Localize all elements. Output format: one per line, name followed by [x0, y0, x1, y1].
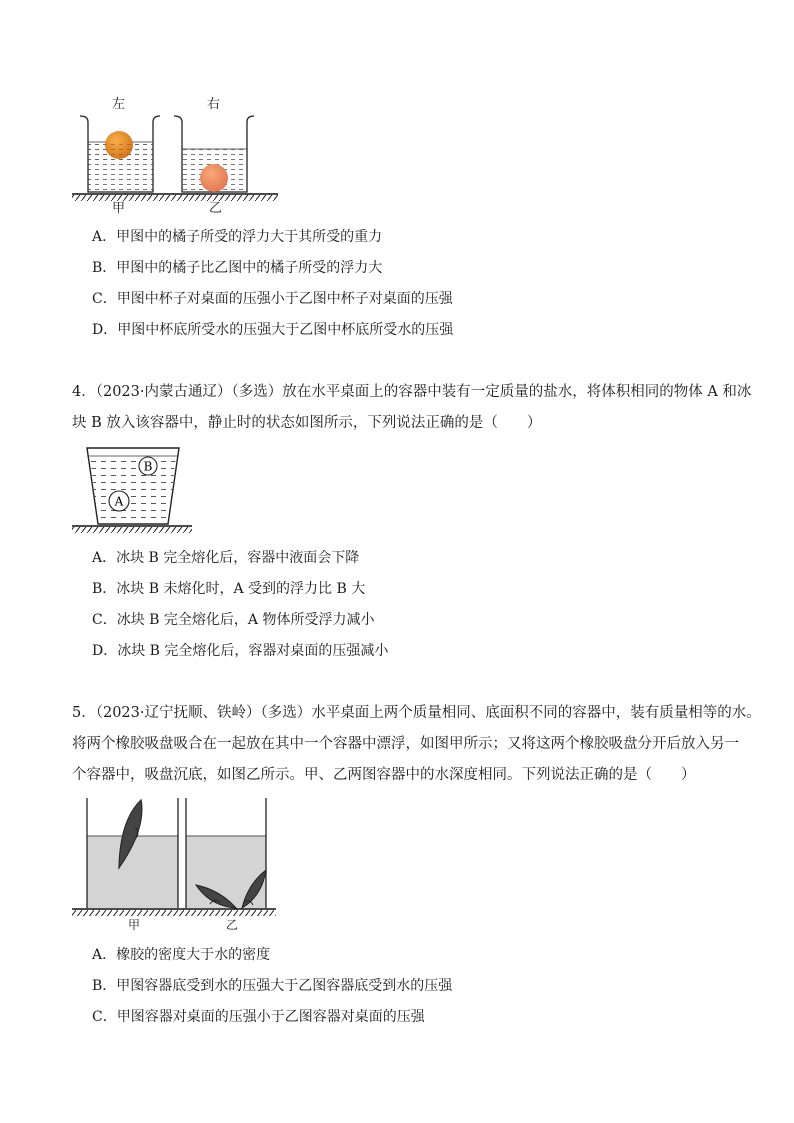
q4-option-d: D．冰块 B 完全熔化后，容器对桌面的压强减小: [92, 643, 389, 659]
q5-line-3: 个容器中，吸盘沉底，如图乙所示。甲、乙两图容器中的水深度相同。下列说法正确的是（ ）: [72, 767, 696, 783]
q4-option-a: A．冰块 B 完全熔化后，容器中液面会下降: [92, 550, 360, 566]
q4-container-drawing: [70, 444, 200, 534]
q3-right-beaker: [174, 116, 254, 192]
q4-object-a: [109, 491, 129, 511]
q3-option-c: C．甲图中杯子对桌面的压强小于乙图中杯子对桌面的压强: [92, 291, 453, 307]
q3-left-label: 左: [112, 97, 126, 112]
q3-beakers-drawing: [70, 112, 290, 222]
q3-label-yi: 乙: [209, 201, 223, 216]
q4-label-b: B: [143, 459, 153, 474]
q3-option-d: D．甲图中杯底所受水的压强大于乙图中杯底所受水的压强: [92, 322, 454, 338]
q5-label-jia: 甲: [128, 918, 141, 932]
q3-left-beaker: [80, 116, 160, 192]
q5-container-yi: [186, 798, 266, 908]
q4-label-a: A: [114, 494, 124, 509]
q4-option-c: C．冰块 B 完全熔化后，A 物体所受浮力减小: [92, 612, 375, 628]
q3-orange-sunk: [200, 164, 228, 192]
q5-option-a: A．橡胶的密度大于水的密度: [92, 947, 271, 963]
q3-right-label: 右: [207, 97, 221, 112]
q5-line-2: 将两个橡胶吸盘吸合在一起放在其中一个容器中漂浮，如图甲所示；又将这两个橡胶吸盘分开后放入另一: [72, 736, 739, 752]
q4-option-b: B．冰块 B 未熔化时，A 受到的浮力比 B 大: [92, 581, 366, 597]
q4-ice-b: [139, 457, 157, 475]
q4-line-1: 4．（2023·内蒙古通辽）（多选）放在水平桌面上的容器中装有一定质量的盐水，将体积相同的物体 A 和冰: [72, 384, 752, 400]
q3-option-a: A．甲图中的橘子所受的浮力大于其所受的重力: [92, 229, 383, 245]
q5-option-c: C．甲图容器对桌面的压强小于乙图容器对桌面的压强: [92, 1009, 425, 1025]
q5-container-jia: [87, 798, 178, 908]
q5-line-1: 5．（2023·辽宁抚顺、铁岭）（多选）水平桌面上两个质量相同、底面积不同的容器中，装有质量相等的水。: [72, 705, 761, 721]
q3-label-jia: 甲: [112, 201, 126, 216]
q4-line-2: 块 B 放入该容器中，静止时的状态如图所示，下列说法正确的是（ ）: [72, 415, 542, 431]
q3-option-b: B．甲图中的橘子比乙图中的橘子所受的浮力大: [92, 260, 383, 276]
q5-option-b: B．甲图容器底受到水的压强大于乙图容器底受到水的压强: [92, 978, 453, 994]
q5-label-yi: 乙: [226, 918, 239, 932]
q5-containers-drawing: [70, 798, 280, 923]
